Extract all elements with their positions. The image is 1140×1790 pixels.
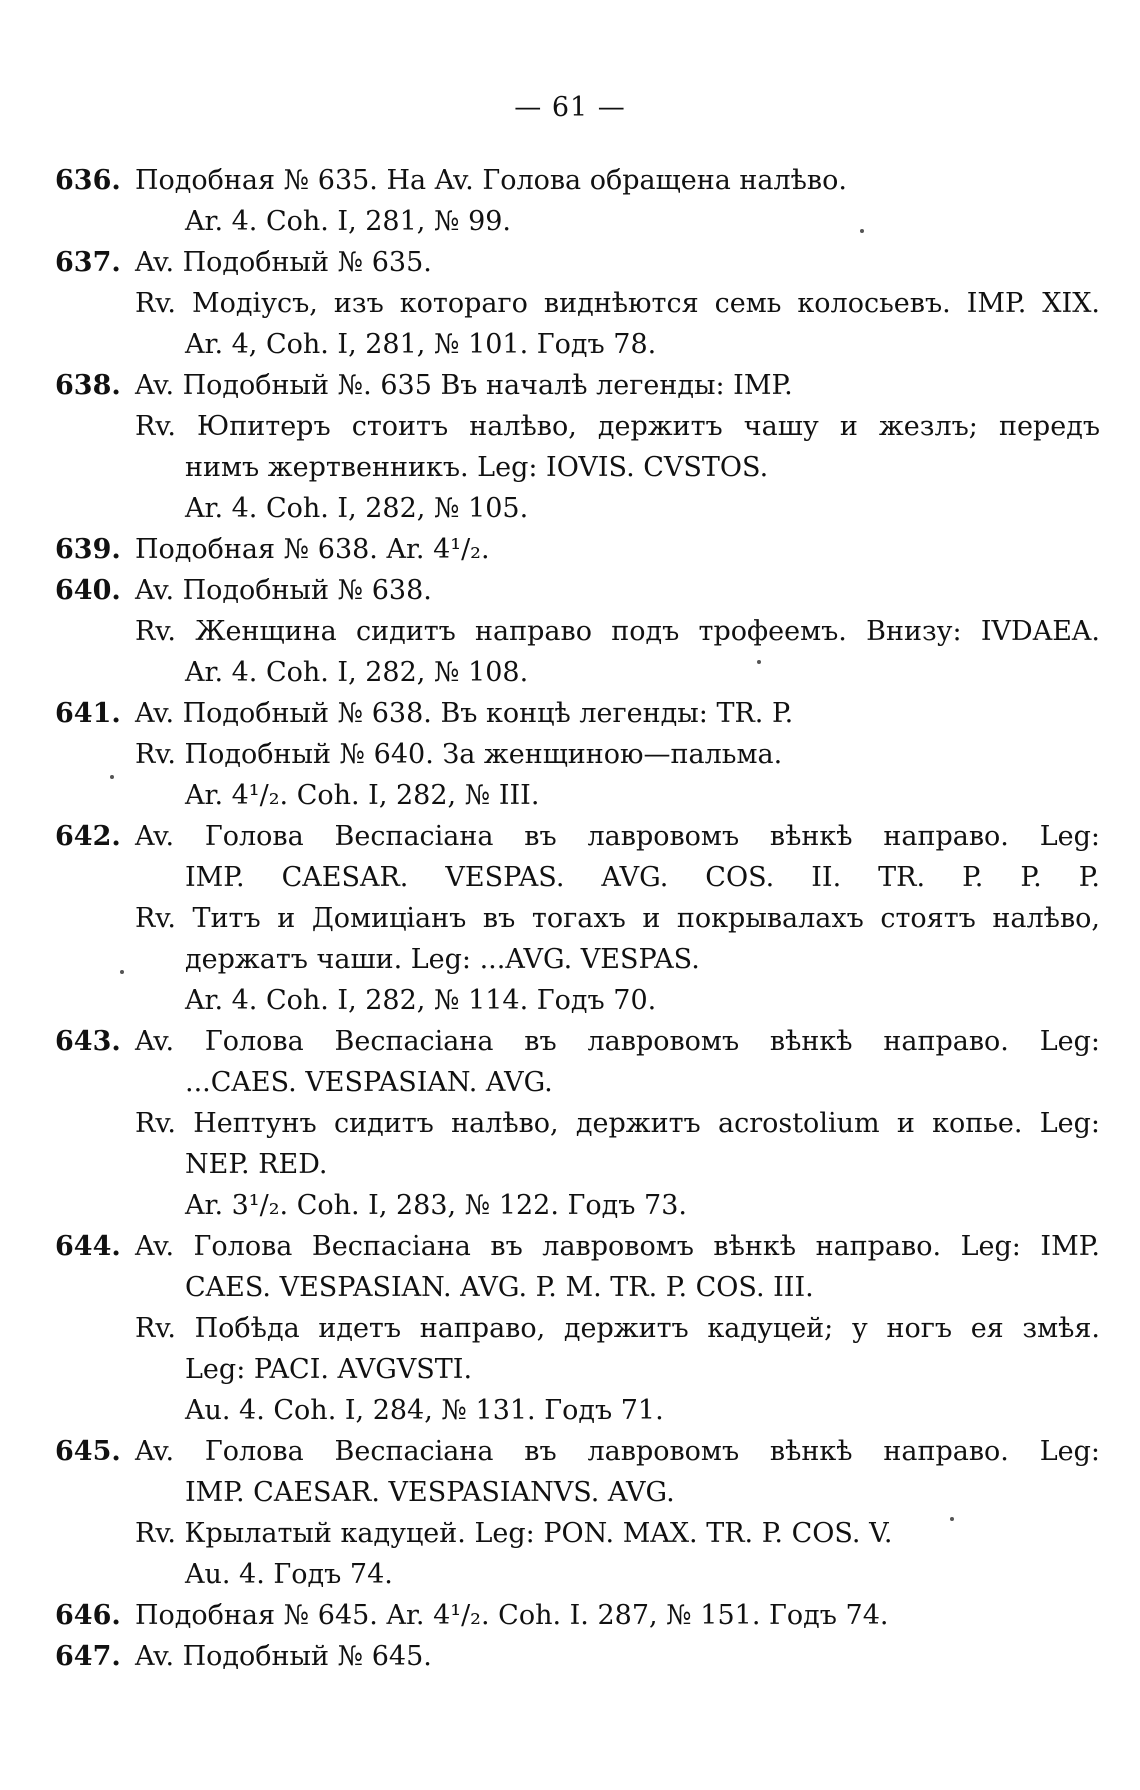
entry-number: 636.	[55, 165, 121, 196]
entry-line	[55, 857, 1100, 898]
entry-text: Подобная № 638. Ar. 4¹/₂.	[135, 534, 490, 565]
entry-line-numbered	[55, 1636, 1100, 1677]
entry-text: Au. 4. Годъ 74.	[185, 1559, 393, 1590]
entry-number: 637.	[55, 247, 121, 278]
entry-text: нимъ жертвенникъ. Leg: IOVIS. CVSTOS.	[185, 452, 769, 483]
entry-line	[55, 1267, 1100, 1308]
print-speck	[120, 970, 124, 974]
entry-line	[55, 283, 1100, 324]
entry-number: 644.	[55, 1231, 121, 1262]
entry-number: 638.	[55, 370, 121, 401]
entry-text: Ar. 4¹/₂. Coh. I, 282, № III.	[185, 780, 540, 811]
entry-line	[55, 775, 1100, 816]
entry-text: держатъ чаши. Leg: ...AVG. VESPAS.	[185, 944, 700, 975]
entry-text: Av. Подобный № 638. Въ концѣ легенды: TR. P.	[135, 698, 794, 729]
entry-text: NEP. RED.	[185, 1149, 328, 1180]
entry-line-numbered	[55, 529, 1100, 570]
entry-line	[55, 488, 1100, 529]
entry-text: Ar. 3¹/₂. Coh. I, 283, № 122. Годъ 73.	[185, 1190, 687, 1221]
entry-text: Подобная № 645. Ar. 4¹/₂. Coh. I. 287, № 151. Годъ 74.	[135, 1600, 889, 1631]
entry-text: Au. 4. Coh. I, 284, № 131. Годъ 71.	[185, 1395, 664, 1426]
entry-number: 646.	[55, 1600, 121, 1631]
entry-text: Rv. Женщина сидитъ направо подъ трофеемъ. Внизу: IVDAEA.	[135, 616, 1100, 647]
entry-line	[55, 1390, 1100, 1431]
entry-line	[55, 1185, 1100, 1226]
entry-line	[55, 898, 1100, 939]
entry-text: IMP. CAESAR. VESPAS. AVG. COS. II. TR. P. P. P.	[185, 862, 1100, 893]
entry-text: Rv. Подобный № 640. За женщиною—пальма.	[135, 739, 783, 770]
entry-line	[55, 1472, 1100, 1513]
entry-line	[55, 201, 1100, 242]
print-speck	[950, 1517, 954, 1521]
entry-number: 643.	[55, 1026, 121, 1057]
entry-text: Ar. 4. Coh. I, 282, № 114. Годъ 70.	[185, 985, 657, 1016]
entry-text: ...CAES. VESPASIAN. AVG.	[185, 1067, 553, 1098]
entry-line	[55, 447, 1100, 488]
entry-line	[55, 734, 1100, 775]
entry-line	[55, 652, 1100, 693]
entry-line	[55, 324, 1100, 365]
entry-line-numbered	[55, 816, 1100, 857]
entry-text: Подобная № 635. На Av. Голова обращена налѣво.	[135, 165, 847, 196]
entry-line	[55, 939, 1100, 980]
entry-text: Ar. 4. Coh. I, 281, № 99.	[185, 206, 512, 237]
entry-line	[55, 1349, 1100, 1390]
entry-number: 640.	[55, 575, 121, 606]
entry-line-numbered	[55, 1431, 1100, 1472]
entry-line-numbered	[55, 365, 1100, 406]
entry-text: IMP. CAESAR. VESPASIANVS. AVG.	[185, 1477, 675, 1508]
entry-line-numbered	[55, 693, 1100, 734]
entry-line-numbered	[55, 570, 1100, 611]
entry-line-numbered	[55, 1021, 1100, 1062]
entry-line	[55, 980, 1100, 1021]
entry-line	[55, 1144, 1100, 1185]
entry-text: Ar. 4. Coh. I, 282, № 105.	[185, 493, 529, 524]
entry-line-numbered	[55, 242, 1100, 283]
entry-text: Av. Голова Веспасіана въ лавровомъ вѣнкѣ направо. Leg: IMP.	[135, 1231, 1100, 1262]
entry-text: Av. Голова Веспасіана въ лавровомъ вѣнкѣ направо. Leg:	[135, 1436, 1100, 1467]
entry-line-numbered	[55, 1595, 1100, 1636]
entry-number: 641.	[55, 698, 121, 729]
entry-line-numbered	[55, 1226, 1100, 1267]
entry-line	[55, 1062, 1100, 1103]
entry-number: 642.	[55, 821, 121, 852]
entry-text: Rv. Нептунъ сидитъ налѣво, держитъ acrostolium и копье. Leg:	[135, 1108, 1100, 1139]
entry-text: Leg: PACI. AVGVSTI.	[185, 1354, 473, 1385]
entry-line	[55, 1308, 1100, 1349]
entry-number: 645.	[55, 1436, 121, 1467]
entry-line	[55, 406, 1100, 447]
entry-text: Av. Подобный №. 635 Въ началѣ легенды: IMP.	[135, 370, 793, 401]
entry-text: Av. Голова Веспасіана въ лавровомъ вѣнкѣ направо. Leg:	[135, 821, 1100, 852]
entry-text: Av. Подобный № 645.	[135, 1641, 432, 1672]
entry-text: Ar. 4. Coh. I, 282, № 108.	[185, 657, 529, 688]
entry-text: Rv. Крылатый кадуцей. Leg: PON. MAX. TR. P. COS. V.	[135, 1518, 893, 1549]
entry-text: Rv. Юпитеръ стоитъ налѣво, держитъ чашу и жезлъ; передъ	[135, 411, 1100, 442]
print-speck	[110, 775, 114, 779]
entry-line	[55, 1554, 1100, 1595]
print-speck	[757, 660, 761, 664]
entry-text: Rv. Модіусъ, изъ котораго виднѣются семь колосьевъ. IMP. XIX.	[135, 288, 1100, 319]
entry-number: 647.	[55, 1641, 121, 1672]
entry-text: Av. Голова Веспасіана въ лавровомъ вѣнкѣ направо. Leg:	[135, 1026, 1100, 1057]
page-number: — 61 —	[514, 92, 626, 123]
catalog-entries	[55, 160, 1100, 1677]
entry-line	[55, 1103, 1100, 1144]
entry-number: 639.	[55, 534, 121, 565]
entry-text: Rv. Побѣда идетъ направо, держитъ кадуцей; у ногъ ея змѣя.	[135, 1313, 1100, 1344]
entry-text: Ar. 4, Coh. I, 281, № 101. Годъ 78.	[185, 329, 657, 360]
print-speck	[860, 229, 864, 233]
entry-text: CAES. VESPASIAN. AVG. P. M. TR. P. COS. III.	[185, 1272, 814, 1303]
entry-text: Av. Подобный № 635.	[135, 247, 432, 278]
entry-line	[55, 611, 1100, 652]
entry-line-numbered	[55, 160, 1100, 201]
entry-line	[55, 1513, 1100, 1554]
entry-text: Rv. Титъ и Домиціанъ въ тогахъ и покрывалахъ стоятъ налѣво,	[135, 903, 1100, 934]
entry-text: Av. Подобный № 638.	[135, 575, 432, 606]
